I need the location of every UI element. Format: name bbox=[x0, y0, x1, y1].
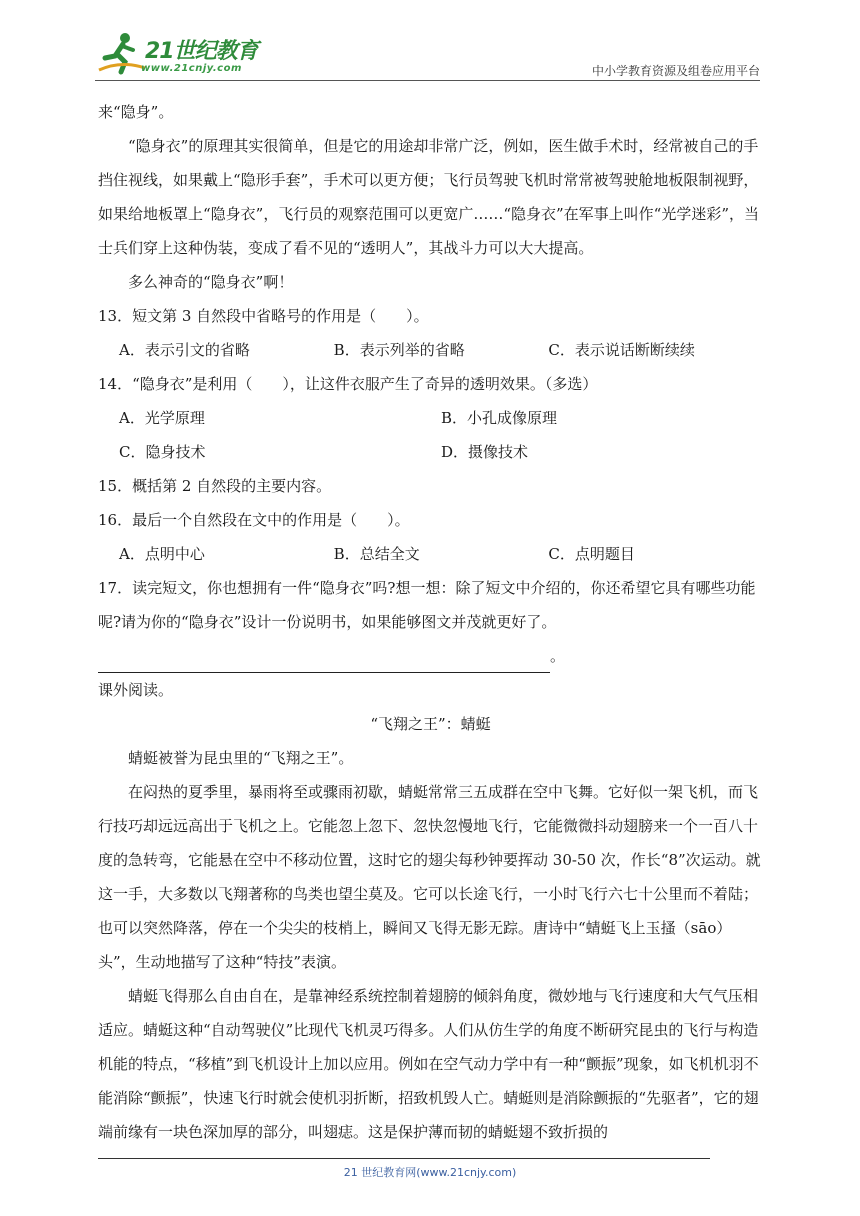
option: B．小孔成像原理 bbox=[441, 409, 558, 427]
option: D．摄像技术 bbox=[441, 443, 529, 461]
question-13-options bbox=[98, 333, 763, 367]
option: C．表示说话断断续续 bbox=[548, 341, 695, 359]
answer-end-mark: 。 bbox=[550, 647, 566, 665]
question-15: 15．概括第 2 自然段的主要内容。 bbox=[98, 477, 332, 495]
article-paragraph: 蜻蜓被誉为昆虫里的“飞翔之王”。 bbox=[128, 749, 354, 767]
platform-label: 中小学教育资源及组卷应用平台 bbox=[591, 64, 760, 78]
passage1-paragraph: 多么神奇的“隐身衣”啊！ bbox=[128, 273, 294, 291]
footer-divider bbox=[98, 1158, 710, 1159]
option: B．表示列举的省略 bbox=[333, 341, 465, 359]
section-label: 课外阅读。 bbox=[98, 681, 174, 699]
question-14-options bbox=[98, 435, 763, 469]
article-title: “飞翔之王”：蜻蜓 bbox=[370, 715, 491, 733]
answer-underline[interactable] bbox=[98, 650, 550, 673]
answer-blank[interactable] bbox=[98, 639, 763, 673]
option: C．隐身技术 bbox=[119, 443, 206, 461]
question-17: 17．读完短文，你也想拥有一件“隐身衣”吗?想一想：除了短文中介绍的，你还希望它具有哪些功能呢?请为你的“隐身衣”设计一份说明书，如果能够图文并茂就更好了。 bbox=[98, 579, 756, 631]
question-16: 16．最后一个自然段在文中的作用是（ ）。 bbox=[98, 511, 410, 529]
footer-text: 21 世纪教育网(www.21cnjy.com) bbox=[343, 1166, 517, 1179]
article-paragraph: 蜻蜓飞得那么自由自在，是靠神经系统控制着翅膀的倾斜角度，微妙地与飞行速度和大气气压相适应。蜻蜓这种“自动驾驶仪”比现代飞机灵巧得多。人们从仿生学的角度不断研究昆虫的飞行与构造机能的特点，“移植”到飞机设计上加以应用。例如在空气动力学中有一种“颤振”现象，如飞机机羽不能消除“颤振”，快速飞行时就会使机羽折断，招致机毁人亡。蜻蜓则是消除颤振的“先驱者”，它的翅端前缘有一块色深加厚的部分，叫翅痣。这是保护薄而韧的蜻蜓翅不致折损的 bbox=[98, 987, 759, 1141]
logo-url: www.21cnjy.com bbox=[141, 63, 242, 74]
logo bbox=[95, 30, 285, 80]
question-13: 13．短文第 3 自然段中省略号的作用是（ ）。 bbox=[98, 307, 429, 325]
option: A．表示引文的省略 bbox=[119, 341, 250, 359]
logo-text: 21世纪教育 bbox=[145, 39, 258, 64]
question-14-options bbox=[98, 401, 763, 435]
option: A．点明中心 bbox=[119, 545, 205, 563]
header-divider bbox=[95, 80, 760, 81]
article-paragraph: 在闷热的夏季里，暴雨将至或骤雨初歇，蜻蜓常常三五成群在空中飞舞。它好似一架飞机，而飞行技巧却远远高出于飞机之上。它能忽上忽下、忽快忽慢地飞行，它能微微抖动翅膀来一个一百八十度的急转弯，它能悬在空中不移动位置，这时它的翅尖每秒钟要挥动 30-50 次，作长“8”次运动。就这一手，大多数以飞翔著称的鸟类也望尘莫及。它可以长途飞行，一小时飞行六七十公里而不着陆；也可以突然降落，停在一个尖尖的枝梢上，瞬间又飞得无影无踪。唐诗中“蜻蜓飞上玉搔（sāo）头”，生动地描写了这种“特技”表演。 bbox=[98, 783, 761, 971]
runner-logo-icon bbox=[95, 30, 147, 76]
document-body bbox=[98, 95, 763, 1149]
page-header bbox=[95, 30, 760, 82]
option: B．总结全文 bbox=[333, 545, 420, 563]
option: A．光学原理 bbox=[119, 409, 205, 427]
passage1-paragraph: 来“隐身”。 bbox=[98, 103, 174, 121]
question-14: 14．“隐身衣”是利用（ ），让这件衣服产生了奇异的透明效果。（多选） bbox=[98, 375, 598, 393]
question-16-options bbox=[98, 537, 763, 571]
option: C．点明题目 bbox=[548, 545, 635, 563]
passage1-paragraph: “隐身衣”的原理其实很简单，但是它的用途却非常广泛，例如，医生做手术时，经常被自己的手挡住视线，如果戴上“隐形手套”，手术可以更方便；飞行员驾驶飞机时常常被驾驶舱地板限制视野，如果给地板罩上“隐身衣”，飞行员的观察范围可以更宽广……“隐身衣”在军事上叫作“光学迷彩”，当士兵们穿上这种伪装，变成了看不见的“透明人”，其战斗力可以大大提高。 bbox=[98, 137, 760, 257]
